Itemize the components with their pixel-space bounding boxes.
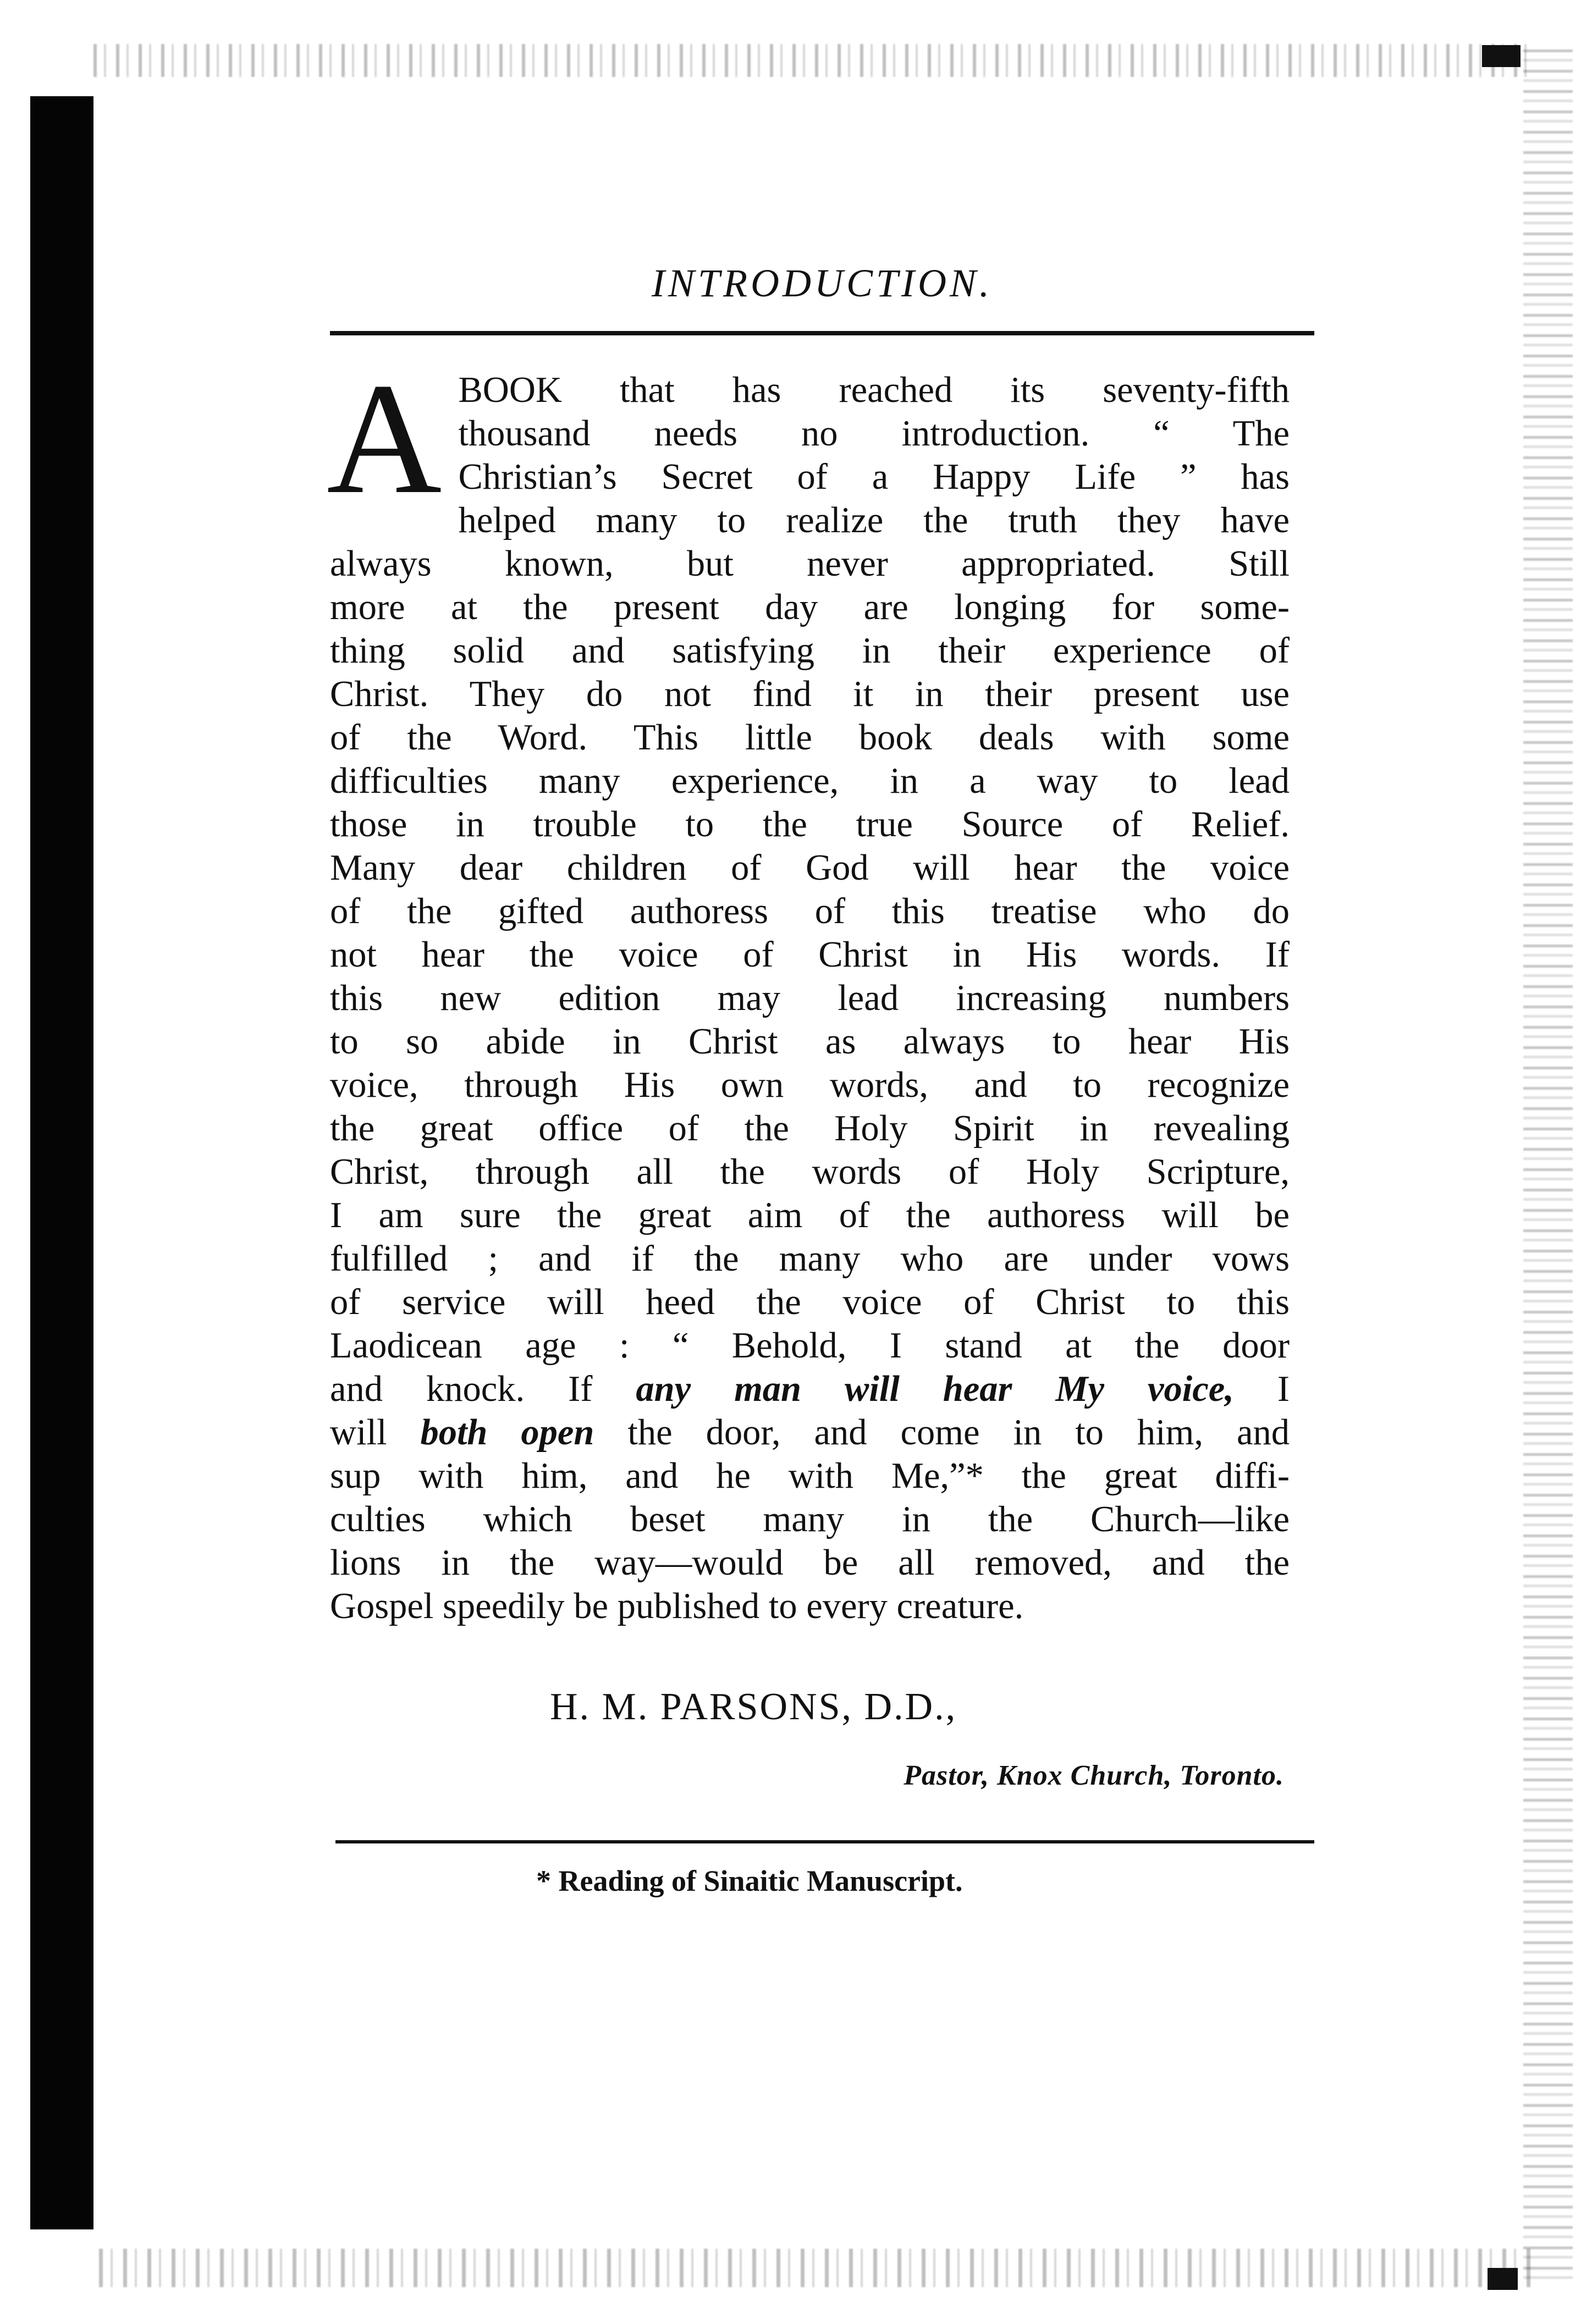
body-line xyxy=(330,803,1290,846)
body-text-segment: of the gifted authoress of this treatise who do xyxy=(330,891,1290,931)
body-text-segment: Christian’s Secret of a Happy Life ” has xyxy=(458,457,1290,497)
body-text-segment: thousand needs no introduction. “ The xyxy=(458,413,1290,454)
scan-noise-right xyxy=(1523,49,1573,2282)
body-text-segment: thing solid and satisfying in their experience of xyxy=(330,631,1290,671)
body-text-segment: sup with him, and he with Me,”* the great diffi- xyxy=(330,1456,1290,1496)
body-text-segment: Christ. They do not find it in their present use xyxy=(330,674,1290,714)
body-text-segment: difficulties many experience, in a way to lead xyxy=(330,761,1290,801)
introduction-body xyxy=(327,350,1290,1628)
running-title: INTRODUCTION. xyxy=(651,261,993,305)
emphasis-text: any man will hear My voice, xyxy=(636,1369,1234,1409)
body-line xyxy=(330,890,1290,933)
author-name: H. M. PARSONS, D.D., xyxy=(550,1686,957,1728)
body-line xyxy=(330,976,1290,1020)
body-text-segment: this new edition may lead increasing numbers xyxy=(330,978,1290,1018)
body-lines xyxy=(330,368,1290,1628)
page-header xyxy=(330,250,1314,316)
body-line xyxy=(330,1237,1290,1280)
body-text-segment: helped many to realize the truth they have xyxy=(458,500,1290,540)
body-text-segment: more at the present day are longing for some- xyxy=(330,587,1290,627)
body-line xyxy=(330,1585,1290,1628)
emphasis-text: both open xyxy=(420,1412,594,1453)
footnote: * Reading of Sinaitic Manuscript. xyxy=(536,1864,963,1897)
body-line xyxy=(330,1194,1290,1237)
body-text-segment: fulfilled ; and if the many who are under vows xyxy=(330,1239,1290,1279)
body-text-segment: Laodicean age : “ Behold, I stand at the door xyxy=(330,1326,1290,1366)
body-text-segment: the great office of the Holy Spirit in revealing xyxy=(330,1108,1290,1149)
body-line xyxy=(330,933,1290,976)
body-line xyxy=(330,1411,1290,1454)
body-line xyxy=(330,1454,1290,1498)
body-line xyxy=(330,368,1290,412)
scan-corner-mark xyxy=(1482,45,1521,67)
body-text-segment: those in trouble to the true Source of Relief. xyxy=(330,804,1290,844)
body-text-segment: of service will heed the voice of Christ to this xyxy=(330,1282,1290,1322)
body-text-segment: voice, through His own words, and to recognize xyxy=(330,1065,1290,1105)
body-text-segment: the door, and come in to him, and xyxy=(594,1412,1290,1453)
body-line xyxy=(330,846,1290,890)
header-rule xyxy=(330,331,1314,335)
body-line xyxy=(330,716,1290,759)
scan-noise-bottom xyxy=(99,2249,1532,2287)
body-text-segment: lions in the way—would be all removed, and the xyxy=(330,1543,1290,1583)
body-text-segment: to so abide in Christ as always to hear His xyxy=(330,1022,1290,1062)
body-line xyxy=(330,542,1290,586)
author-role: Pastor, Knox Church, Toronto. xyxy=(904,1760,1284,1791)
body-line xyxy=(330,1541,1290,1585)
body-text-segment: and knock. If xyxy=(330,1369,636,1409)
body-line xyxy=(330,672,1290,716)
body-text-segment: I xyxy=(1233,1369,1290,1409)
body-line xyxy=(330,1020,1290,1063)
body-text-segment: Christ, through all the words of Holy Scripture, xyxy=(330,1152,1290,1192)
body-line xyxy=(330,586,1290,629)
body-line xyxy=(330,1150,1290,1194)
body-text-segment: not hear the voice of Christ in His words. If xyxy=(330,935,1290,975)
drop-cap: A xyxy=(327,350,442,527)
body-text-segment: will xyxy=(330,1412,421,1453)
book-binding-edge xyxy=(30,96,93,2229)
body-line xyxy=(330,1367,1290,1411)
footnote-rule xyxy=(335,1840,1314,1843)
body-text-segment: always known, but never appropriated. Still xyxy=(330,544,1290,584)
body-line xyxy=(330,759,1290,803)
scan-corner-mark xyxy=(1488,2268,1518,2290)
body-line xyxy=(330,1324,1290,1367)
body-text-segment: I am sure the great aim of the authoress will be xyxy=(330,1195,1290,1235)
body-text-segment: culties which beset many in the Church—like xyxy=(330,1499,1290,1539)
body-line xyxy=(330,1280,1290,1324)
body-line xyxy=(330,455,1290,499)
scan-noise-top xyxy=(93,44,1532,77)
body-line xyxy=(330,1498,1290,1541)
body-line xyxy=(330,1107,1290,1150)
body-line xyxy=(330,629,1290,672)
body-line xyxy=(330,499,1290,542)
body-text-segment: of the Word. This little book deals with some xyxy=(330,717,1290,758)
body-line xyxy=(330,412,1290,455)
body-text-segment: Gospel speedily be published to every creature. xyxy=(330,1586,1024,1626)
body-text-segment: Many dear children of God will hear the voice xyxy=(330,848,1290,888)
body-line xyxy=(330,1063,1290,1107)
body-text-segment: BOOK that has reached its seventy-fifth xyxy=(458,370,1290,410)
